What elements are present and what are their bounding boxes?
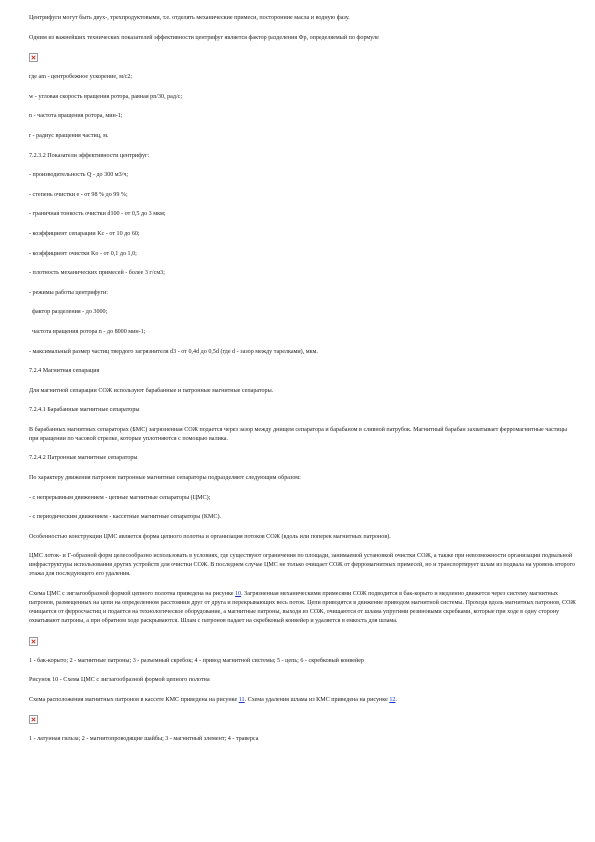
paragraph: Одним из важнейших технических показателей эффективности центрифуг является фактор разделения Фр, определяемый по формуле [29,34,379,41]
figure-caption: Рисунок 10 - Схема ЦМС с зигзагообразной формой цепного полотна [29,677,210,684]
paragraph: где am - центробежное ускорение, м/с2; [29,74,133,81]
list-item: - коэффициент сепарации Kс - от 10 до 60; [29,230,140,237]
section-heading: 7.2.4.1 Барабанные магнитные сепараторы [29,407,140,414]
section-heading: 7.2.3.2 Показатели эффективности центрифуг: [29,152,150,159]
section-heading: 7.2.4.2 Патронные магнитные сепараторы [29,455,138,462]
paragraph [29,590,577,626]
paragraph-text: . Загрязненная механическими примесями СОЖ подводится в бак-корыто и медленно движется через систему магнитных патронов, размещенных на цепи на определенном расстоянии друг от друга и перекрывающих весь поток. Цепи приводятся в движение приводом магнитной системы. Проходя вдоль магнитных патронов, СОЖ очищается от ферросчастиц и подается на технологическое оборудование, а магнитные патроны, выходя из СОЖ, очищаются от шлама упругими резиновыми скребками, которые при ходе в одну сторону охватывают патроны, а при обратном ходе раскрываются. Шлам с патронов падает на скребковый конвейер и удаляется в емкость для шлама. [29,591,576,625]
document-body [29,14,577,755]
paragraph-text: . Схема удаления шлама из КМС приведена на рисунке [244,696,390,703]
list-item: - с периодическим движением - кассетные магнитные сепараторы (КМС). [29,514,222,521]
list-item: - с непрерывным движением - цепные магнитные сепараторы (ЦМС); [29,494,211,501]
list-item: - режимы работы центрифуги: [29,289,108,296]
list-item: - граничная тонкость очистки d100 - от 0,5 до 3 мкм; [29,211,166,218]
paragraph: w - угловая скорость вращения ротора, равная pn/30, рад/с; [29,93,183,100]
list-subitem: частота вращения ротора n - до 8000 мин-1; [32,328,146,335]
paragraph [29,696,577,705]
figure-legend: 1 - бак-корыто; 2 - магнитные патроны; 3 - разъемный скребок; 4 - привод магнитной системы; 5 - цепь; 6 - скребковый конвейер [29,657,364,664]
paragraph: Центрифуги могут быть двух-, трехпродуктовыми, т.е. отделять механические примеси, посторонние масла и водную фазу. [29,15,350,21]
paragraph: Для магнитной сепарации СОЖ используют барабанные и патронные магнитные сепараторы. [29,387,274,394]
section-heading: 7.2.4 Магнитная сепарация [29,368,100,375]
paragraph-text: Схема расположения магнитных патронов в кассете КМС приведена на рисунке [29,696,239,703]
broken-image-icon [29,53,38,62]
figure-link-12[interactable]: 12 [389,696,396,703]
paragraph: r - радиус вращения частиц, м. [29,132,109,139]
paragraph-text: Схема ЦМС с зигзагообразной формой цепного полотна приведена на рисунке [29,591,235,598]
figure-link-11[interactable]: 11 [238,696,245,703]
list-item: - производительность Q - до 300 м3/ч; [29,172,129,179]
paragraph: В барабанных магнитных сепараторах (БМС) загрязненная СОЖ подается через зазор между днищем сепаратора и барабаном в сливной патрубок. Магнитный барабан захватывает ферромагнитные частицы при вращении по часовой стрелке, которые уплотняются с помощью валика. [29,426,568,442]
broken-image-icon [29,715,38,724]
paragraph: ЦМС лоток- и Г-образной форм целесообразно использовать в условиях, где существуют ограничения по площади, занимаемой установкой очистки СОЖ, а также при невозможности организации подвальной инфраструктуры использования других устройств для очистки СОЖ. В последнем случае ЦМС не только очищает СОЖ от ферромагнитных примесей, но и транспортирует шлам из подвала на уровень второго этажа для последующего его удаления. [29,553,576,578]
figure-legend: 1 - латунная гильза; 2 - магнитопроводящие шайбы; 3 - магнитный элемент; 4 - траверса [29,736,259,743]
list-item: - степень очистки е - от 98 % до 99 %; [29,191,128,198]
broken-image-icon [29,637,38,646]
figure-link-10[interactable]: 10 [235,591,242,598]
paragraph: n - частота вращения ротора, мин-1; [29,113,123,120]
list-item: - коэффициент очистки Kо - от 0,1 до 1,0; [29,250,137,257]
list-subitem: фактор разделения - до 3000; [32,309,108,316]
paragraph: По характеру движения патронов патронные магнитные сепараторы подразделяют следующим образом: [29,475,301,482]
paragraph-text: . [395,696,397,703]
list-item: - плотность механических примесей - более 3 г/см3; [29,270,165,277]
list-item: - максимальный размер частиц твердого загрязнителя d3 - от 0,4d до 0,5d (где d - зазор между тарелками), мкм. [29,348,318,355]
paragraph: Особенностью конструкции ЦМС является форма цепного полотна и организация потоков СОЖ (вдоль или поперек магнитных патронов). [29,533,391,540]
